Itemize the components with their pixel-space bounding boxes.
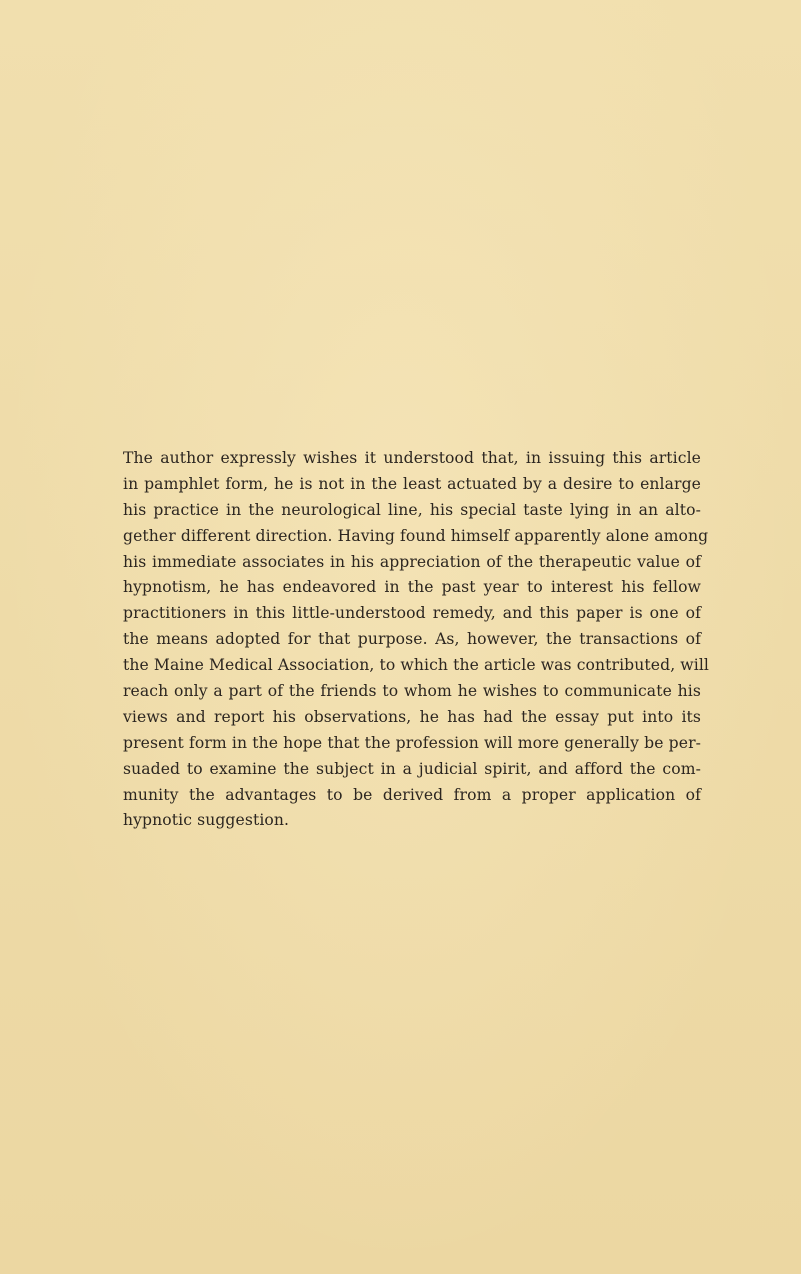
paragraph-line: the Maine Medical Association, to which the article was contributed, will xyxy=(123,656,710,675)
paragraph-line: practitioners in this little-understood remedy, and this paper is one of xyxy=(123,604,701,623)
paragraph-line: gether different direction. Having found himself apparently alone among xyxy=(123,526,709,545)
paragraph-line: his immediate associates in his appreciation of the therapeutic value of xyxy=(123,552,701,571)
paragraph-line: reach only a part of the friends to whom he wishes to communicate his xyxy=(123,682,701,701)
paragraph-line: munity the advantages to be derived from a proper application of xyxy=(123,785,701,804)
paragraph-line: present form in the hope that the profession will more generally be per- xyxy=(123,733,701,752)
paragraph-line: hypnotism, he has endeavored in the past year to interest his fellow xyxy=(123,578,701,597)
paragraph-line: in pamphlet form, he is not in the least actuated by a desire to enlarge xyxy=(123,474,701,493)
paragraph-line: hypnotic suggestion. xyxy=(123,811,290,830)
paragraph-line: the means adopted for that purpose. As, however, the transactions of xyxy=(123,630,701,649)
paragraph-line: his practice in the neurological line, his special taste lying in an alto- xyxy=(123,500,701,519)
body-paragraph xyxy=(123,446,710,834)
paragraph-line: suaded to examine the subject in a judicial spirit, and afford the com- xyxy=(123,759,701,778)
paragraph-line: The author expressly wishes it understood that, in issuing this article xyxy=(123,449,701,467)
paragraph-line: views and report his observations, he has had the essay put into its xyxy=(123,707,701,726)
